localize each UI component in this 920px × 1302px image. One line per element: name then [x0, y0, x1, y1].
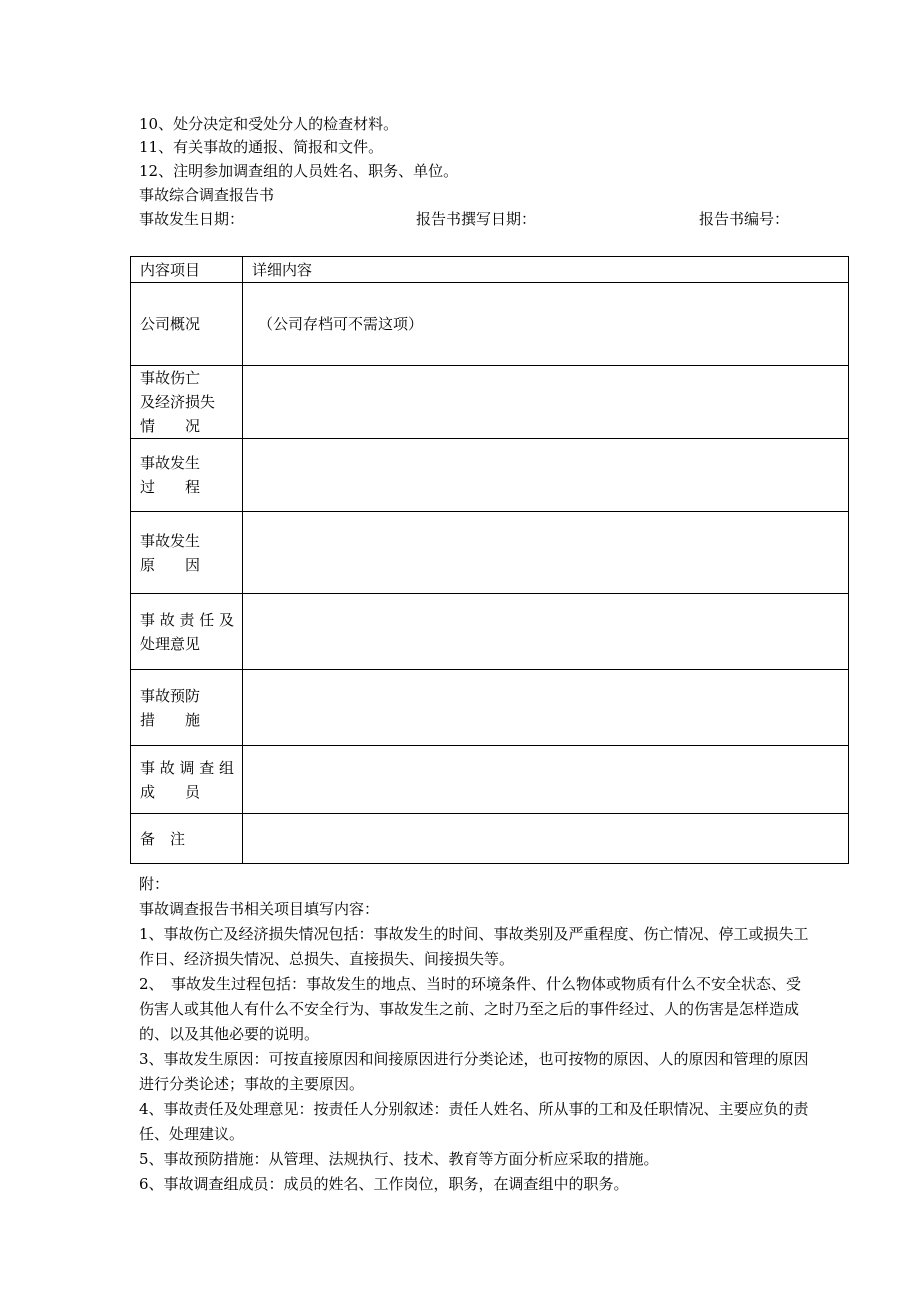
prevention-detail-cell[interactable] [243, 670, 849, 746]
note-item-1: 1、事故伤亡及经济损失情况包括：事故发生的时间、事故类别及严重程度、伤亡情况、停工或损失工作日、经济损失情况、总损失、直接损失、间接损失等。 [139, 925, 809, 968]
report-meta-row [139, 208, 799, 230]
cause-label-cell [131, 512, 243, 594]
casualty-label-line-1: 事故伤亡 [140, 369, 201, 387]
cause-label-line-2: 原 因 [140, 555, 201, 574]
table-row-cause [131, 512, 849, 594]
members-label-line-1: 事故调查组 [140, 758, 234, 777]
intro-line-12: 12、注明参加调查组的人员姓名、职务、单位。 [139, 162, 459, 180]
cause-detail-cell[interactable] [243, 512, 849, 594]
table-row-process [131, 439, 849, 512]
members-label-line-2: 成 员 [140, 782, 201, 801]
write-date-label: 报告书撰写日期： [416, 210, 537, 228]
process-label-line-1: 事故发生 [140, 454, 201, 472]
process-detail-cell[interactable] [243, 439, 849, 512]
members-label-cell [131, 746, 243, 814]
company-label-cell: 公司概况 [131, 283, 243, 366]
note-item-3: 3、事故发生原因：可按直接原因和间接原因进行分类论述，也可按物的原因、人的原因和管理的原因进行分类论述；事故的主要原因。 [139, 1050, 809, 1093]
cause-label-line-1: 事故发生 [140, 531, 201, 550]
table-row-company [131, 283, 849, 366]
process-label-cell [131, 439, 243, 512]
table-row-prevention [131, 670, 849, 746]
appendix-label: 附： [139, 875, 170, 893]
table-row-members [131, 746, 849, 814]
header-detail-cell: 详细内容 [243, 257, 849, 283]
prevention-label-cell [131, 670, 243, 746]
note-item-4: 4、事故责任及处理意见：按责任人分别叙述：责任人姓名、所从事的工和及任职情况、主要应负的责任、处理建议。 [139, 1100, 809, 1143]
report-number-label: 报告书编号： [699, 210, 790, 228]
remarks-detail-cell[interactable] [243, 814, 849, 864]
report-table [130, 256, 849, 864]
appendix-notes [139, 872, 809, 1197]
responsibility-label-line-1: 事故责任及 [140, 610, 234, 629]
accident-date-label: 事故发生日期： [139, 210, 245, 228]
casualty-label-line-3: 情 况 [140, 417, 201, 435]
appendix-heading: 事故调查报告书相关项目填写内容： [139, 900, 380, 918]
note-item-6: 6、事故调查组成员：成员的姓名、工作岗位，职务，在调查组中的职务。 [139, 1175, 629, 1193]
members-detail-cell[interactable] [243, 746, 849, 814]
table-row-responsibility [131, 594, 849, 670]
note-item-2: 2、 事故发生过程包括：事故发生的地点、当时的环境条件、什么物体或物质有什么不安全状态、受伤害人或其他人有什么不安全行为、事故发生之前、之时乃至之后的事件经过、人的伤害是怎样造成的、以及其他必要的说明。 [139, 975, 802, 1043]
responsibility-detail-cell[interactable] [243, 594, 849, 670]
header-item-cell: 内容项目 [131, 257, 243, 283]
remarks-label-cell: 备 注 [131, 814, 243, 864]
table-row-casualty [131, 366, 849, 439]
intro-line-10: 10、处分决定和受处分人的检查材料。 [139, 115, 399, 133]
process-label-line-2: 过 程 [140, 478, 201, 496]
responsibility-label-line-2: 处理意见 [140, 634, 201, 653]
casualty-label-line-2: 及经济损失 [140, 393, 216, 411]
prevention-label-line-2: 措 施 [140, 710, 201, 729]
prevention-label-line-1: 事故预防 [140, 686, 201, 705]
table-header-row [131, 257, 849, 283]
casualty-label-cell [131, 366, 243, 439]
table-row-remarks [131, 814, 849, 864]
intro-line-11: 11、有关事故的通报、简报和文件。 [139, 138, 384, 156]
company-detail-cell: （公司存档可不需这项） [243, 283, 849, 366]
note-item-5: 5、事故预防措施：从管理、法规执行、技术、教育等方面分析应采取的措施。 [139, 1150, 659, 1168]
responsibility-label-cell [131, 594, 243, 670]
casualty-detail-cell[interactable] [243, 366, 849, 439]
report-title: 事故综合调查报告书 [139, 186, 275, 204]
